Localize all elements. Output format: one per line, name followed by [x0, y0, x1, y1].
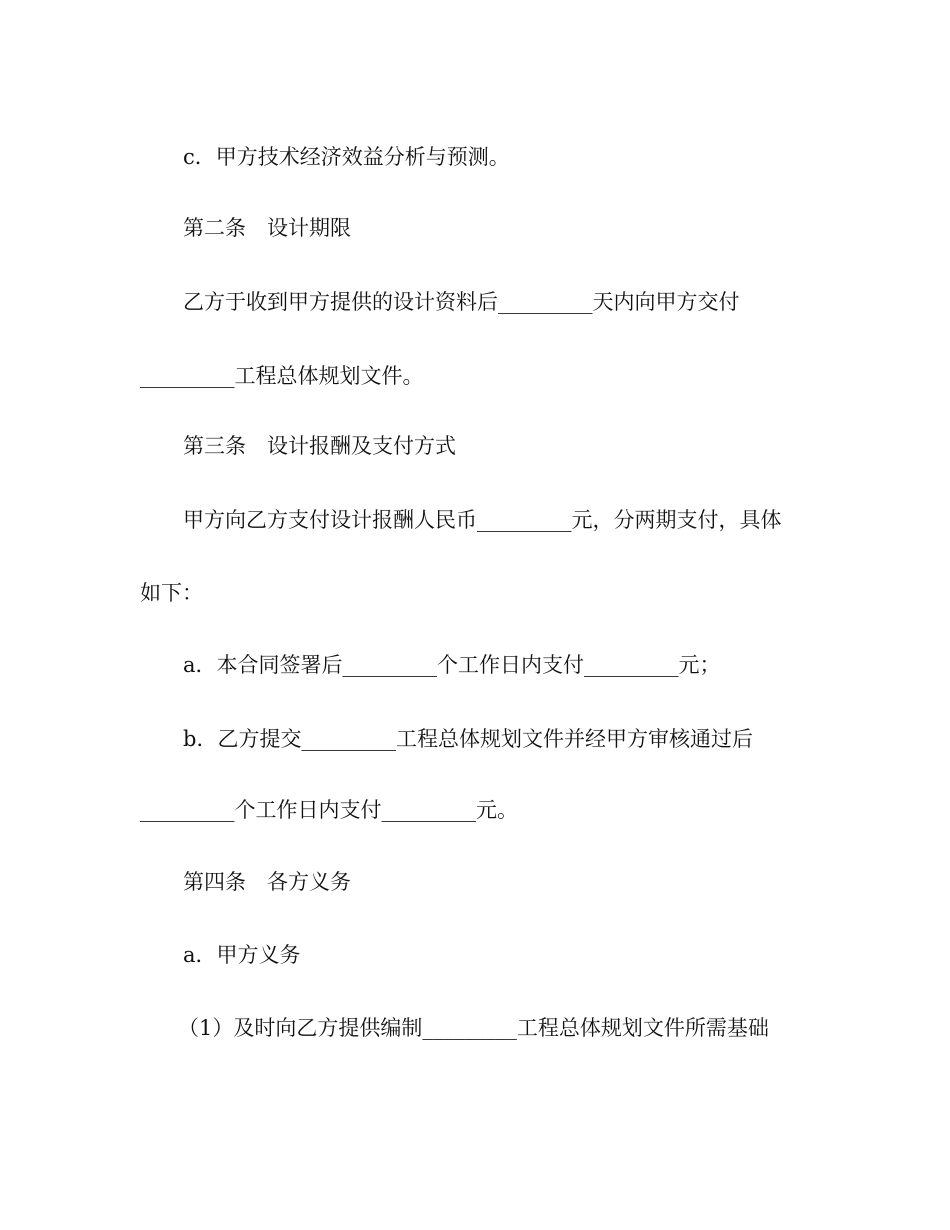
payment-item-a: a．本合同签署后_________个工作日内支付_________元；	[183, 653, 721, 677]
article-4-heading: 第四条 各方义务	[183, 870, 351, 894]
payment-item-b-line-1: b．乙方提交_________工程总体规划文件并经甲方审核通过后	[183, 727, 753, 751]
article-3-paragraph-line-1: 甲方向乙方支付设计报酬人民币_________元，分两期支付，具体	[183, 508, 782, 532]
article-3-heading: 第三条 设计报酬及支付方式	[183, 434, 456, 458]
article-3-paragraph-line-2: 如下：	[140, 581, 203, 605]
payment-item-b-line-2: _________个工作日内支付_________元。	[140, 798, 518, 822]
article-2-heading: 第二条 设计期限	[183, 216, 351, 240]
party-a-obligation-1: （1）及时向乙方提供编制_________工程总体规划文件所需基础	[178, 1016, 769, 1040]
clause-c-economic-analysis: c．甲方技术经济效益分析与预测。	[183, 145, 510, 169]
party-a-obligations-heading: a．甲方义务	[183, 943, 301, 967]
article-2-paragraph-line-1: 乙方于收到甲方提供的设计资料后_________天内向甲方交付	[183, 290, 740, 314]
article-2-paragraph-line-2: _________工程总体规划文件。	[140, 364, 424, 388]
